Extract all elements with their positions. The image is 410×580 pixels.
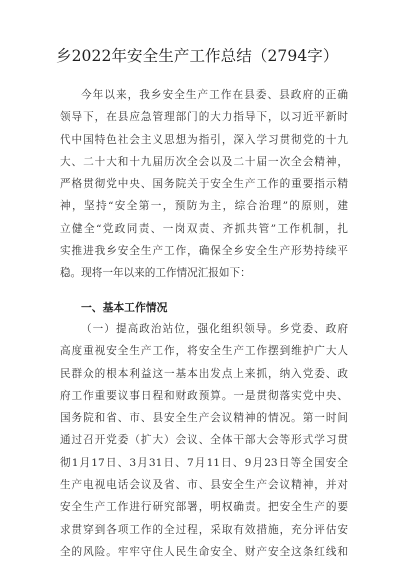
document-title: 乡2022年安全生产工作总结（2794字）	[56, 47, 339, 65]
section-line: 国务院和省、市、县安全生产会议精神的情况。第一时间	[60, 412, 348, 425]
section-line: 府工作重要议事日程和财政预算。一是贯彻落实党中央、	[60, 389, 348, 402]
section-line: 高度重视安全生产工作，将安全生产工作摆到维护广大人	[60, 345, 348, 358]
intro-line: 今年以来，我乡安全生产工作在县委、县政府的正确	[81, 89, 348, 101]
section-line: 彻1月17日、3月31日、7月11日、9月23日等全国安全	[60, 456, 348, 469]
intro-line: 严格贯彻党中央、国务院关于安全生产工作的重要指示精	[60, 178, 348, 191]
section-line: 求贯穿到各项工作的全过程，采取有效措施，充分评估安	[60, 523, 348, 536]
section-line: （一）提高政治站位，强化组织领导。乡党委、政府	[81, 323, 348, 335]
intro-paragraph	[60, 84, 348, 285]
intro-line: 大、二十大和十九届历次全会以及二十届一次全会精神，	[60, 155, 348, 168]
section-line: 通过召开党委（扩大）会议、全体干部大会等形式学习贯	[60, 434, 348, 447]
intro-line: 代中国特色社会主义思想为指引，深入学习贯彻党的十九	[60, 133, 348, 146]
section-line: 民群众的根本利益这一基本出发点上来抓，纳入党委、政	[60, 367, 348, 380]
intro-line: 实推进我乡安全生产工作，确保全乡安全生产形势持续平	[60, 245, 348, 258]
section-heading: 一、基本工作情况	[81, 301, 168, 314]
intro-line: 领导下，在县应急管理部门的大力指导下，以习近平新时	[60, 111, 348, 124]
section-line: 生产电视电话会议及省、市、县安全生产会议精神，并对	[60, 479, 348, 492]
section-line: 全的风险。牢牢守住人民生命安全、财产安全这条红线和	[60, 545, 348, 558]
intro-line: 立健全“党政同责、一岗双责、齐抓共管”工作机制，扎	[60, 222, 348, 235]
section-line: 安全生产工作进行研究部署，明权确责。把安全生产的要	[60, 501, 348, 514]
intro-line: 神，坚持“安全第一，预防为主，综合治理”的原则，建	[60, 200, 348, 213]
intro-line: 稳。现将一年以来的工作情况汇报如下：	[60, 267, 251, 280]
section-paragraph	[60, 318, 348, 563]
